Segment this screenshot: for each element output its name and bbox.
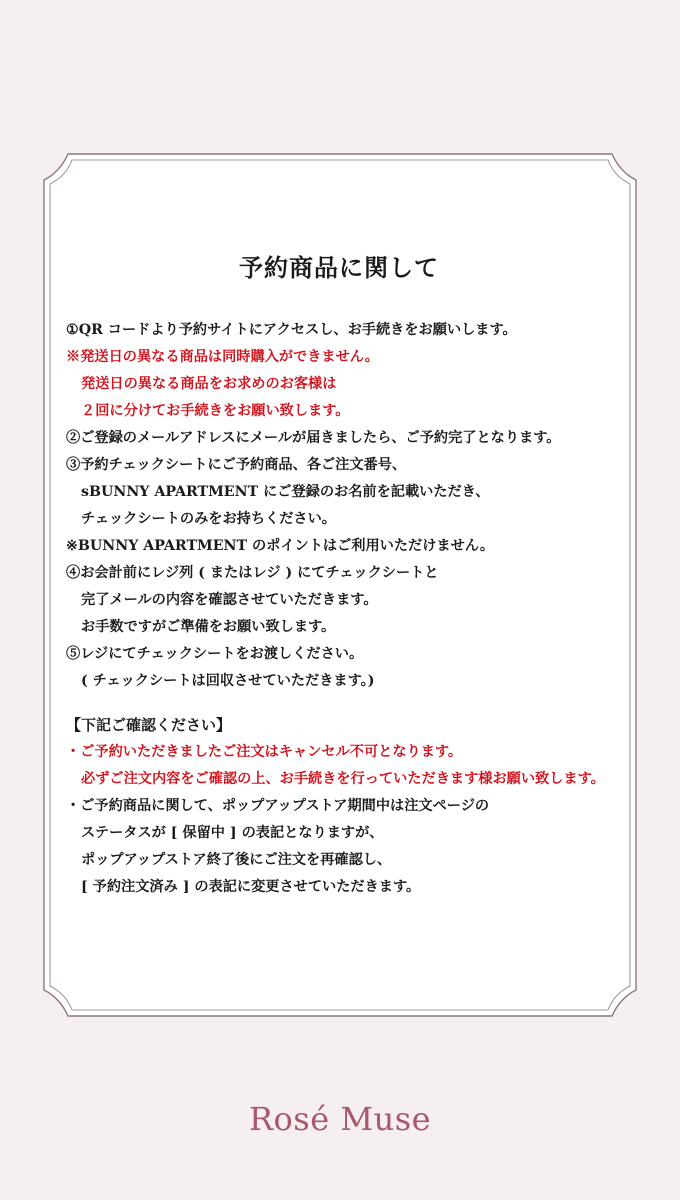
- procedure-line: 発送日の異なる商品をお求めのお客様は: [81, 376, 337, 392]
- procedure-line: ⑤レジにてチェックシートをお渡しください。: [66, 646, 364, 662]
- procedure-line: チェックシートのみをお持ちください。: [81, 511, 336, 527]
- procedure-line: ※発送日の異なる商品は同時購入ができません。: [66, 349, 379, 365]
- content-area: [66, 248, 626, 901]
- procedure-line: ②ご登録のメールアドレスにメールが届きましたら、ご予約完了となります。: [66, 430, 561, 446]
- procedure-list: [66, 317, 626, 695]
- procedure-line: ※BUNNY APARTMENT のポイントはご利用いただけません。: [66, 538, 495, 554]
- notice-line: ・ご予約いただきましたご注文はキャンセル不可となります。: [66, 744, 463, 760]
- procedure-line: お手数ですがご準備をお願い致します。: [81, 619, 336, 635]
- page-title: 予約商品に関して: [239, 253, 439, 282]
- notice-line: [ 予約注文済み ] の表記に変更させていただきます。: [81, 879, 421, 895]
- procedure-line: ( チェックシートは回収させていただきます。): [81, 673, 375, 689]
- procedure-line: ２回に分けてお手続きをお願い致します。: [81, 403, 350, 419]
- procedure-line: ①QR コードより予約サイトにアクセスし、お手続きをお願いします。: [66, 322, 517, 338]
- notice-list: [66, 739, 626, 901]
- notice-line: ポップアップストア終了後にご注文を再確認し、: [81, 852, 392, 868]
- notice-heading: 【下記ご確認ください】: [66, 716, 232, 734]
- notice-line: 必ずご注文内容をご確認の上、お手続きを行っていただきます様お願い致します。: [81, 771, 605, 787]
- procedure-line: 完了メールの内容を確認させていただきます。: [81, 592, 378, 608]
- procedure-line: ④お会計前にレジ列 ( またはレジ ) にてチェックシートと: [66, 565, 439, 581]
- notice-line: ・ご予約商品に関して、ポップアップストア期間中は注文ページの: [66, 798, 490, 814]
- notice-line: ステータスが [ 保留中 ] の表記となりますが、: [81, 825, 384, 841]
- procedure-line: sBUNNY APARTMENT にご登録のお名前を記載いただき、: [81, 484, 490, 500]
- procedure-line: ③予約チェックシートにご予約商品、各ご注文番号、: [66, 457, 407, 473]
- brand-logo: Rosé Muse: [248, 1100, 432, 1138]
